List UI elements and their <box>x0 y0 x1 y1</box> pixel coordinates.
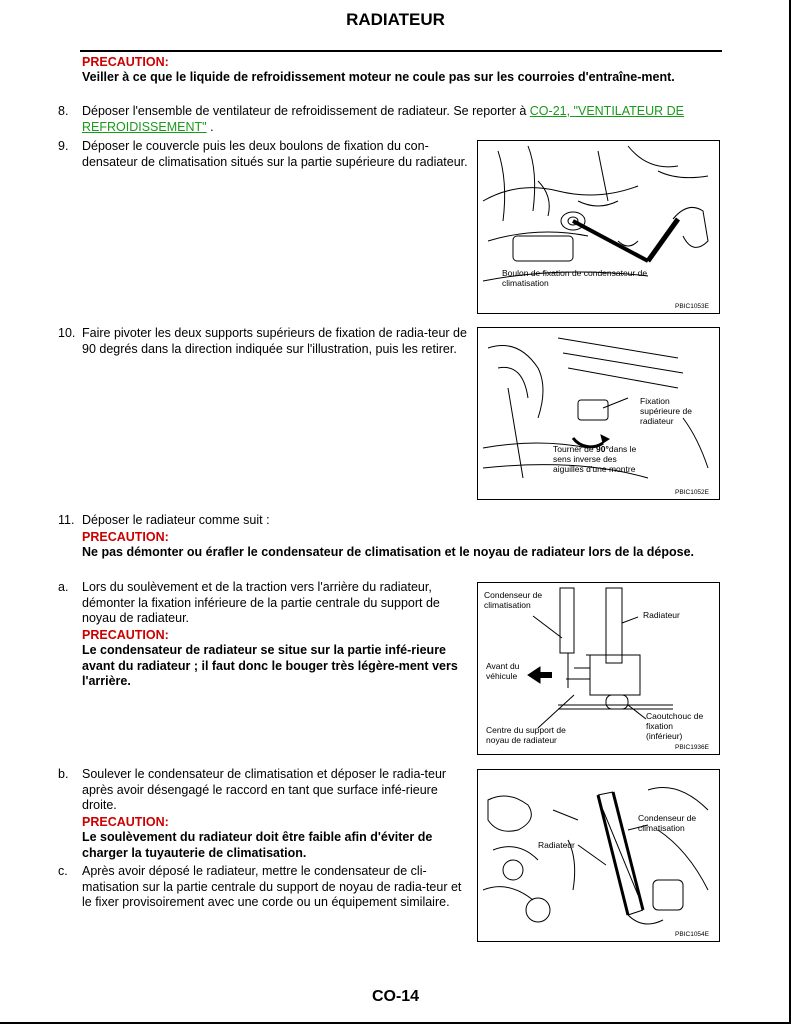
figure-lower-mount <box>477 582 720 755</box>
page-title: RADIATEUR <box>346 10 445 29</box>
figure-label-radiator: Radiateur <box>538 840 575 850</box>
precaution-label: PRECAUTION: <box>82 55 169 69</box>
figure-label-center: Centre du support de noyau de radiateur <box>486 725 566 745</box>
figure-label-turn <box>553 444 648 474</box>
precaution-text: Veiller à ce que le liquide de refroidissement moteur ne coule pas sur les courroies d'entraîne-ment. <box>82 70 675 84</box>
step-letter: c. <box>58 864 68 878</box>
step-number: 8. <box>58 104 69 118</box>
precaution-label: PRECAUTION: <box>82 628 169 642</box>
figure-code: PBIC1053E <box>675 303 709 310</box>
figure-label-condenser: Condenseur de climatisation <box>638 813 697 833</box>
precaution-text: Le condensateur de radiateur se situe sur la partie infé-rieure avant du radiateur ; il faut donc le bouger très légère-ment vers l'arrière. <box>82 643 458 688</box>
figure-label-condenser: Condenseur de climatisation <box>484 590 543 610</box>
figure-label-turn-c: dans le sens inverse des aiguilles d'une montre <box>553 444 637 474</box>
figure-label-front: Avant du véhicule <box>486 661 520 681</box>
figure-label-rubber: Caoutchouc de fixation (inférieur) <box>646 711 704 741</box>
step-8-suffix: . <box>206 119 214 134</box>
step-number: 9. <box>58 139 69 153</box>
figure-label-turn-b: 90° <box>596 444 609 454</box>
figure-label-turn-a: Tourner de <box>553 444 596 454</box>
step-8-body: Déposer l'ensemble de ventilateur de refroidissement de radiateur. Se reporter à <box>82 104 530 118</box>
figure-condenser-bolt <box>477 140 720 314</box>
step-8-text <box>82 104 722 135</box>
figure-code: PBIC1054E <box>675 931 709 938</box>
link-ventilateur[interactable]: CO-21, "VENTILATEUR DE REFROIDISSEMENT" <box>82 104 685 134</box>
precaution-text: Ne pas démonter ou érafler le condensateur de climatisation et le noyau de radiateur lors de la dépose. <box>82 545 694 559</box>
step-number: 10. <box>58 326 76 340</box>
step-c-text: Après avoir déposé le radiateur, mettre le condensateur de cli-matisation sur la partie centrale du support de noyau de radia-teur et le fixer provisoirement avec une corde ou un équipement similaire. <box>82 864 462 909</box>
step-number: 11. <box>58 513 75 527</box>
figure-code: PBIC1936E <box>675 744 709 751</box>
figure-condenser-lift <box>477 769 720 942</box>
engine-illustration <box>478 770 719 941</box>
precaution-text: Le soulèvement du radiateur doit être faible afin d'éviter de charger la tuyauterie de climatisation. <box>82 830 433 860</box>
precaution-label: PRECAUTION: <box>82 530 169 544</box>
figure-label-radiator: Radiateur <box>643 610 680 620</box>
step-9-text: Déposer le couvercle puis les deux boulons de fixation du con-densateur de climatisation situés sur la partie supérieure du radiateur. <box>82 139 468 169</box>
page-number: CO-14 <box>371 988 420 1005</box>
step-11-text: Déposer le radiateur comme suit : <box>82 513 270 527</box>
figure-upper-bracket <box>477 327 720 500</box>
step-a-text: Lors du soulèvement et de la traction vers l'arrière du radiateur, démonter la fixation inférieure de la partie centrale du support de noyau de radiateur. <box>82 580 440 625</box>
title-rule <box>80 50 722 52</box>
step-10-text: Faire pivoter les deux supports supérieurs de fixation de radia-teur de 90 degrés dans la direction indiquée sur l'illustration, puis les retirer. <box>82 326 467 356</box>
figure-code: PBIC1052E <box>675 489 709 496</box>
figure-label-bolt: Boulon de fixation de condensateur de climatisation <box>502 268 648 288</box>
step-letter: b. <box>58 767 69 781</box>
figure-label-bracket: Fixation supérieure de radiateur <box>640 396 692 426</box>
step-letter: a. <box>58 580 69 594</box>
step-b-text: Soulever le condensateur de climatisation et déposer le radia-teur après avoir désengagé le raccord en tant que surface infé-rieure droite. <box>82 767 447 812</box>
precaution-label: PRECAUTION: <box>82 815 169 829</box>
